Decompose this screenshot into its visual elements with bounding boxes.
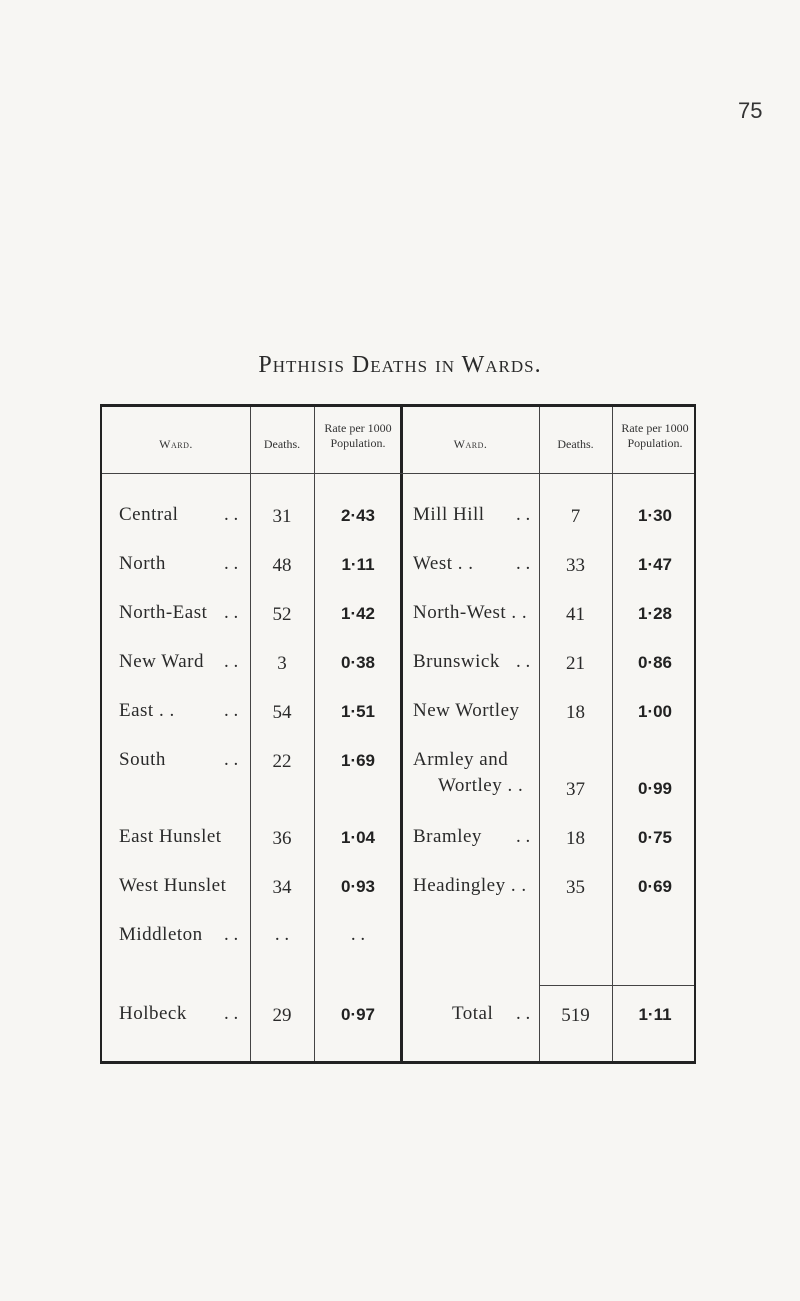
header-ward-right: Ward.: [453, 437, 488, 451]
rate-value: 1·51: [340, 702, 376, 721]
deaths-value: 34: [272, 877, 292, 898]
deaths-value: 31: [272, 506, 292, 527]
deaths-value: 18: [566, 702, 585, 723]
leader-dots: . .: [516, 504, 531, 525]
total-rate-value: 1·11: [638, 1005, 672, 1024]
rate-value: 1·69: [340, 751, 376, 770]
rate-value: 1·42: [340, 604, 376, 623]
ward-name: Armley and: [413, 749, 509, 770]
header-rate-left: Rate per 1000 Population.: [324, 421, 392, 450]
header-deaths-left: Deaths.: [263, 437, 301, 451]
ward-name: Middleton: [119, 924, 203, 945]
ward-name: North-East: [119, 602, 208, 623]
deaths-value: 52: [272, 604, 292, 625]
ward-name: North: [119, 553, 166, 574]
header-rate-right: Rate per 1000 Population.: [621, 421, 689, 450]
total-label: Total: [452, 1003, 494, 1024]
total-rule: [539, 985, 694, 986]
ward-name: South: [119, 749, 166, 770]
deaths-value: 41: [566, 604, 585, 625]
rate-value: 1·00: [637, 702, 673, 721]
rate-value: 1·11: [341, 555, 375, 574]
ward-name: West Hunslet: [119, 875, 227, 896]
leader-dots: . .: [224, 602, 239, 623]
rate-value: 0·75: [637, 828, 673, 847]
leader-dots: . .: [224, 504, 239, 525]
deaths-value: 37: [566, 779, 585, 800]
header-rule: [102, 473, 694, 474]
rate-value: 0·97: [340, 1005, 376, 1024]
leader-dots: . .: [224, 1003, 239, 1024]
ward-name: Bramley: [413, 826, 482, 847]
ward-name: New Wortley: [413, 700, 520, 721]
leader-dots: . .: [516, 826, 531, 847]
rate-value: 1·47: [637, 555, 673, 574]
header-deaths-right: Deaths.: [557, 437, 594, 451]
rate-value: 1·04: [340, 828, 376, 847]
ward-name: West . .: [413, 553, 474, 574]
deaths-value: 18: [566, 828, 585, 849]
rate-value: 0·93: [340, 877, 376, 896]
leader-dots: . .: [516, 553, 531, 574]
total-deaths-value: 519: [561, 1005, 590, 1026]
rate-value: 0·86: [637, 653, 673, 672]
leader-dots: . .: [516, 651, 531, 672]
page-number: 75: [738, 98, 763, 123]
deaths-value: 29: [272, 1005, 292, 1026]
ward-name: East Hunslet: [119, 826, 222, 847]
deaths-value: 48: [272, 555, 292, 576]
leader-dots: . .: [224, 924, 239, 945]
deaths-value: 21: [566, 653, 585, 674]
wards-table: [100, 404, 696, 1064]
deaths-value: . .: [274, 924, 290, 945]
deaths-value: 36: [272, 828, 292, 849]
leader-dots: . .: [224, 651, 239, 672]
ward-name: Holbeck: [119, 1003, 187, 1024]
rate-value: 0·69: [637, 877, 673, 896]
ward-name: Headingley . .: [413, 875, 527, 896]
deaths-value: 54: [272, 702, 292, 723]
ward-name: Central: [119, 504, 179, 525]
leader-dots: . .: [516, 1003, 531, 1024]
deaths-value: 22: [272, 751, 292, 772]
rate-value: 0·38: [340, 653, 376, 672]
ward-name-continued: Wortley . .: [438, 775, 524, 796]
ward-name: New Ward: [119, 651, 204, 672]
page-title: Phthisis Deaths in Wards.: [258, 352, 542, 378]
ward-name: East . .: [119, 700, 175, 721]
rate-value: 1·28: [637, 604, 673, 623]
rate-value: 2·43: [340, 506, 376, 525]
rate-value: . .: [350, 924, 366, 945]
leader-dots: . .: [224, 553, 239, 574]
header-ward-left: Ward.: [159, 437, 193, 451]
ward-name: Brunswick: [413, 651, 500, 672]
leader-dots: . .: [224, 749, 239, 770]
deaths-value: 3: [277, 653, 287, 674]
rate-value: 0·99: [637, 779, 673, 798]
ward-name: North-West . .: [413, 602, 528, 623]
leader-dots: . .: [224, 700, 239, 721]
deaths-value: 35: [566, 877, 585, 898]
ward-name: Mill Hill: [413, 504, 485, 525]
deaths-value: 7: [570, 506, 581, 527]
deaths-value: 33: [566, 555, 585, 576]
rate-value: 1·30: [637, 506, 673, 525]
